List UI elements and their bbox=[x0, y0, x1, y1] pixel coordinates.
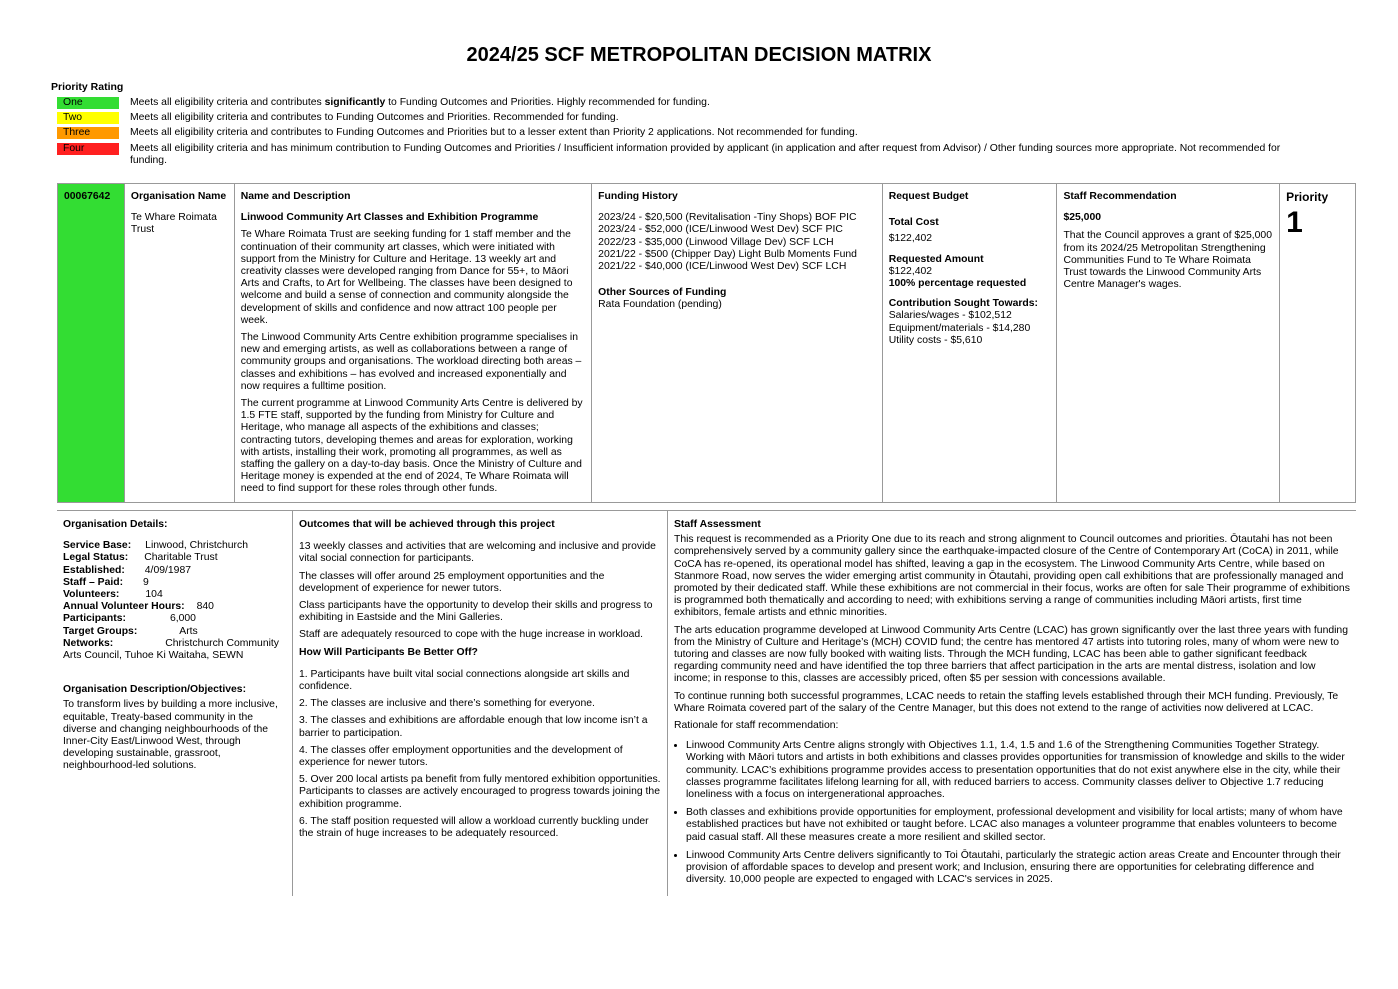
organisation-name: Te Whare Roimata Trust bbox=[130, 212, 217, 236]
priority-swatch-one: One bbox=[57, 97, 119, 109]
staff-assessment-heading: Staff Assessment bbox=[674, 519, 761, 530]
application-id-cell bbox=[58, 184, 125, 502]
priority-description: Meets all eligibility criteria and has minimum contribution to Funding Outcomes and Priorities / Insufficient information provided by applicant (in application and after request from Advisor) / Other funding sources more appropriate. Not recommended for funding. bbox=[130, 142, 1281, 166]
better-off-heading: How Will Participants Be Better Off? bbox=[299, 646, 478, 658]
outcome-item: Class participants have the opportunity to develop their skills and progress to exhibiting in Eastside and the Mini Galleries. bbox=[299, 600, 653, 624]
contribution-item: Salaries/wages - $102,512 bbox=[888, 310, 1012, 322]
organisation-description-heading: Organisation Description/Objectives: bbox=[63, 684, 247, 696]
priority-description: Meets all eligibility criteria and contributes to Funding Outcomes and Priorities. Recommended for funding. bbox=[130, 112, 619, 124]
total-cost: $122,402 bbox=[888, 233, 933, 245]
outcomes-column bbox=[292, 511, 667, 896]
priority-cell bbox=[1280, 184, 1355, 502]
funding-history-item: 2023/24 - $52,000 (ICE/Linwood West Dev) SCF PIC bbox=[598, 224, 843, 236]
contribution-label: Contribution Sought Towards: bbox=[888, 298, 1039, 310]
detail-row: Participants: 6,000 bbox=[63, 613, 196, 625]
application-table bbox=[57, 183, 1356, 503]
priority-legend bbox=[57, 97, 1317, 170]
priority-swatch-four: Four bbox=[57, 143, 119, 155]
priority-header: Priority bbox=[1286, 190, 1329, 204]
funding-history-header: Funding History bbox=[598, 191, 678, 202]
project-title: Linwood Community Art Classes and Exhibition Programme bbox=[240, 212, 539, 224]
detail-row: Service Base: Linwood, Christchurch bbox=[63, 540, 248, 552]
detail-row: Legal Status: Charitable Trust bbox=[63, 552, 218, 564]
priority-value: 1 bbox=[1286, 206, 1303, 240]
requested-amount: $122,402 bbox=[888, 265, 933, 277]
priority-swatch-two: Two bbox=[57, 112, 119, 124]
outcomes-heading: Outcomes that will be achieved through this project bbox=[299, 519, 555, 530]
better-off-item: 4. The classes offer employment opportunities and the development of experience for newer tutors. bbox=[299, 744, 623, 769]
other-funding-header: Other Sources of Funding bbox=[598, 287, 727, 299]
funding-history-item: 2023/24 - $20,500 (Revitalisation -Tiny Shops) BOF PIC bbox=[598, 212, 857, 224]
organisation-description: To transform lives by building a more inclusive, equitable, Treaty-based community in the diverse and changing neighbourhoods of the Inner-City East/Linwood West, through developing sustainable, grassroot, neighbourhood-led solutions. bbox=[63, 699, 278, 772]
better-off-item: 5. Over 200 local artists pa benefit from fully mentored exhibition opportunities. Participants to classes are actively encouraged to progress towards joining the exhibition programme. bbox=[299, 774, 661, 810]
networks-row: Networks: Christchurch Community Arts Council, Tuhoe Ki Waitaha, SEWN bbox=[63, 637, 279, 662]
application-id: 00067642 bbox=[64, 191, 111, 202]
description-paragraph: The current programme at Linwood Community Arts Centre is delivered by 1.5 FTE staff, supported by the funding from Ministry for Culture and Heritage, who manage all aspects of the exhibitions and classes; contracting tutors, developing themes and areas for exploration, working with artists, installing their work, promoting all programmes, as well as staffing the gallery on a day-to-day basis. Once the Ministry of Culture and Heritage money is expended at the end of 2024, Te Whare Roimata will need to find support for these roles through other funds. bbox=[240, 398, 583, 495]
assessment-section bbox=[57, 510, 1356, 896]
staff-recommendation-header: Staff Recommendation bbox=[1063, 191, 1177, 202]
outcome-item: Staff are adequately resourced to cope with the huge increase in workload. bbox=[299, 629, 644, 641]
description-paragraph: Te Whare Roimata Trust are seeking funding for 1 staff member and the continuation of their community art classes, which were initiated with support from the Ministry for Culture and Heritage. 13 weekly art and creativity classes were developed ranging from Dance for 55+, to Māori Arts and Crafts, to Art for Wellbeing. The classes have been designed to welcome and build a sense of connection and community alongside the development of skills and confidence and now attract 100 people per week. bbox=[240, 229, 573, 326]
staff-assessment-column bbox=[667, 511, 1356, 896]
priority-description: Meets all eligibility criteria and contributes significantly to Funding Outcomes and Priorities. Highly recommended for funding. bbox=[130, 97, 710, 108]
detail-row: Volunteers: 104 bbox=[63, 589, 163, 601]
description-paragraph: The Linwood Community Arts Centre exhibition programme specialises in new and emerging artists, as well as collaborations between a range of community groups and organisations. The workload directing both areas – classes and exhibitions – has evolved and increased exponentially and now requires a fulltime position. bbox=[240, 332, 582, 392]
assessment-paragraph: This request is recommended as a Priority One due to its reach and strong alignment to Council outcomes and priorities. Ōtautahi has not been comprehensively served by a community gallery since the earthquake-impacted closure of the Centre of Contemporary Art (CoCA) in 2011, while CoCA has re-opened, its operational model has shifted, leaving a gap in the ecosystem. The Linwood Community Arts Centre, while based on Stanmore Road, now serves the wider emerging artist community in Ōtautahi, providing open call exhibitions that are professionally managed and promoted by their dedicated staff. While these exhibitions are not commercial in their focus, works are often for sale Their programme of exhibitions is programmed both thematically and according to need; with exhibitions serving a range of communities including Māori artists, first time exhibitors, female artists and ethnic minorities. bbox=[674, 534, 1350, 619]
funding-history-item: 2021/22 - $500 (Chipper Day) Light Bulb Moments Fund bbox=[598, 248, 857, 260]
funding-history-item: 2021/22 - $40,000 (ICE/Linwood West Dev) SCF LCH bbox=[598, 261, 847, 273]
outcome-item: The classes will offer around 25 employment opportunities and the development of experience for newer tutors. bbox=[299, 570, 605, 594]
funding-history-cell bbox=[592, 184, 883, 502]
recommended-amount: $25,000 bbox=[1063, 212, 1102, 224]
staff-recommendation-cell bbox=[1057, 184, 1280, 502]
other-funding: Rata Foundation (pending) bbox=[598, 299, 722, 311]
outcome-item: 13 weekly classes and activities that are welcoming and inclusive and provide vital social connection for participants. bbox=[299, 541, 656, 565]
detail-row: Target Groups: Arts bbox=[63, 625, 198, 637]
better-off-item: 1. Participants have built vital social connections alongside art skills and confidence. bbox=[299, 668, 630, 693]
assessment-paragraph: To continue running both successful programmes, LCAC needs to retain the staffing levels established through their MCH funding. Previously, Te Whare Roimata covered part of the salary of the Centre Manager, but this does not extend to the range of activities now delivered at LCAC. bbox=[674, 690, 1339, 714]
priority-legend-row bbox=[57, 143, 1317, 167]
detail-row: Staff – Paid: 9 bbox=[63, 576, 149, 588]
better-off-item: 6. The staff position requested will allow a workload currently buckling under the strain of huge increases to be adequately resourced. bbox=[299, 815, 649, 840]
priority-legend-row bbox=[57, 127, 1317, 139]
organisation-details-heading: Organisation Details: bbox=[63, 519, 168, 530]
requested-amount-label: Requested Amount bbox=[888, 253, 984, 265]
priority-description: Meets all eligibility criteria and contributes to Funding Outcomes and Priorities but to a lesser extent than Priority 2 applications. Not recommended for funding. bbox=[130, 127, 858, 139]
detail-row: Annual Volunteer Hours: 840 bbox=[63, 601, 214, 613]
assessment-paragraph: The arts education programme developed at Linwood Community Arts Centre (LCAC) has grown significantly over the last three years with funding from the Ministry of Culture and Heritage’s (MCH) COVID fund; the centre has mentored 47 artists into tutoring roles, many of whom were new to tutoring and classes are now fully booked with waiting lists. Through the MCH funding, LCAC has been able to gather significant feedback regarding community need and have identified the top three barriers that affect participation in the arts are mental distress, isolation and low income; in response to this, classes are accessibly priced, often $5 per session with concessions available. bbox=[674, 624, 1348, 685]
recommendation-text: That the Council approves a grant of $25,000 from its 2024/25 Metropolitan Strengthening Communities Fund to Te Whare Roimata Trust towards the Linwood Community Arts Centre Manager's wages. bbox=[1063, 230, 1272, 291]
name-description-header: Name and Description bbox=[240, 191, 351, 202]
percentage-requested: 100% percentage requested bbox=[888, 278, 1027, 290]
better-off-item: 3. The classes and exhibitions are affordable enough that low income isn’t a barrier to participation. bbox=[299, 715, 648, 739]
organisation-header: Organisation Name bbox=[130, 191, 227, 202]
rationale-item: • Linwood Community Arts Centre aligns strongly with Objectives 1.1, 1.4, 1.5 and 1.6 of the Strengthening Communities Together Strategy. Working with Māori tutors and artists in both exhibitions and classes provides opportunities for transmission of knowledge and skills to the wider community. LCAC’s exhibitions programme provides access to presentation opportunities that do not exist anywhere else in the city, while their classes programme facilitates lifelong learning for all, with reduced barriers to access. Community classes deliver to Objective 1.7 reducing loneliness with a focus on intergenerational approaches. bbox=[686, 740, 1350, 801]
detail-row: Established: 4/09/1987 bbox=[63, 564, 192, 576]
priority-legend-row bbox=[57, 97, 1317, 109]
request-budget-cell bbox=[883, 184, 1058, 502]
description-cell bbox=[235, 184, 592, 502]
priority-legend-row bbox=[57, 112, 1317, 124]
organisation-details bbox=[57, 511, 292, 896]
funding-history-item: 2022/23 - $35,000 (Linwood Village Dev) SCF LCH bbox=[598, 236, 834, 248]
rationale-item: • Both classes and exhibitions provide opportunities for employment, professional development and visibility for local artists; many of whom have established practices but have not exhibited or taught before. LCAC also manages a volunteer programme that enables volunteers to become paid casual staff. All these measures create a more resilient and skilled sector. bbox=[686, 807, 1350, 844]
request-budget-header: Request Budget bbox=[888, 191, 969, 202]
rationale-heading: Rationale for staff recommendation: bbox=[674, 720, 839, 732]
total-cost-label: Total Cost bbox=[888, 217, 939, 229]
rationale-list bbox=[674, 740, 1350, 886]
priority-swatch-three: Three bbox=[57, 127, 119, 139]
organisation-cell bbox=[125, 184, 235, 502]
contribution-item: Equipment/materials - $14,280 bbox=[888, 322, 1031, 334]
rationale-item: • Linwood Community Arts Centre delivers significantly to Toi Ōtautahi, particularly the strategic action areas Create and Encounter through their provision of affordable spaces to develop and present work; and Inclusion, ensuring there are opportunities for celebrating difference and diversity. 10,000 people are expected to engaged with LCAC's services in 2025. bbox=[686, 850, 1350, 887]
document-title: 2024/25 SCF METROPOLITAN DECISION MATRIX bbox=[466, 44, 932, 66]
priority-rating-heading: Priority Rating bbox=[51, 81, 124, 93]
better-off-item: 2. The classes are inclusive and there’s something for everyone. bbox=[299, 698, 595, 710]
contribution-item: Utility costs - $5,610 bbox=[888, 334, 983, 346]
